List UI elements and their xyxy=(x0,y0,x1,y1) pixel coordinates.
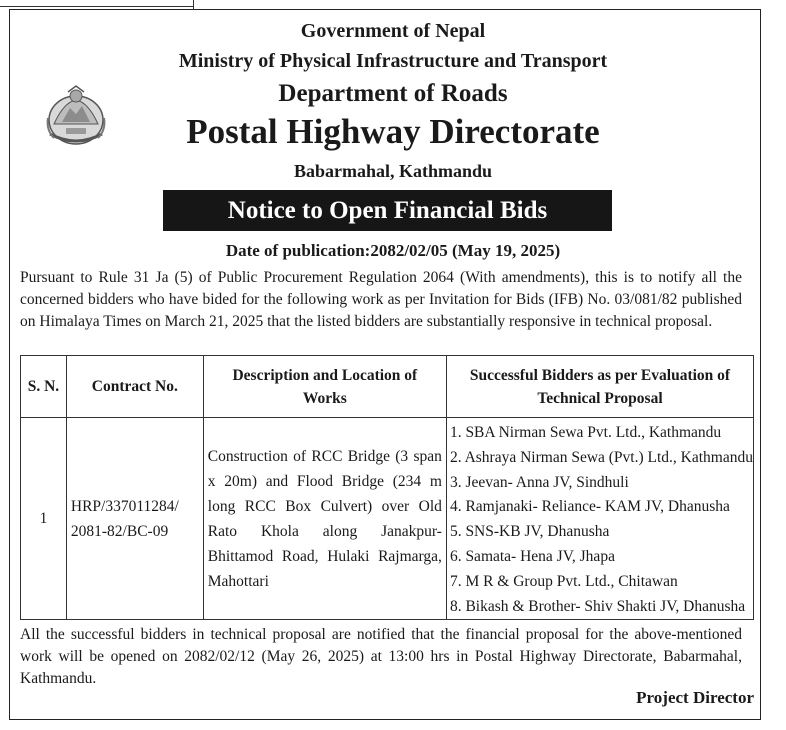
table-header-row xyxy=(21,356,754,418)
table-row xyxy=(21,418,754,620)
header-address: Babarmahal, Kathmandu xyxy=(293,161,493,181)
bidder-list xyxy=(447,418,753,619)
col-header-sn: S. N. xyxy=(21,356,67,418)
col-header-contract: Contract No. xyxy=(66,356,203,418)
top-rule xyxy=(0,0,193,7)
notice-title-banner: Notice to Open Financial Bids xyxy=(163,190,612,231)
list-item: 2. Ashraya Nirman Sewa (Pvt.) Ltd., Kathmandu xyxy=(449,448,753,466)
list-item: 4. Ramjanaki- Reliance- KAM JV, Dhanusha xyxy=(449,498,730,516)
cell-contract: HRP/337011284/ 2081-82/BC-09 xyxy=(66,418,203,620)
intro-paragraph: Pursuant to Rule 31 Ja (5) of Public Procurement Regulation 2064 (With amendments), this is to notify all the concerned bidders who have bided for the following work as per Invitation for Bids (IFB) No. 03/081/82 published on Himalaya Times on March 21, 2025 that the listed bidders are substantially responsive in technical proposal. xyxy=(20,269,742,330)
list-item: 3. Jeevan- Anna JV, Sindhuli xyxy=(449,473,629,491)
list-item: 5. SNS-KB JV, Dhanusha xyxy=(449,523,610,541)
cell-description: Construction of RCC Bridge (3 span x 20m) and Flood Bridge (234 m long RCC Box Culvert) over Old Rato Khola along Janakpur-Bhittamod Road, Hulaki Rajmarga, Mahottari xyxy=(203,418,446,620)
publication-date: Date of publication:2082/02/05 (May 19, 2025) xyxy=(225,241,561,260)
signatory: Project Director xyxy=(636,688,754,707)
list-item: 6. Samata- Hena JV, Jhapa xyxy=(449,547,615,565)
bidders-table xyxy=(20,355,754,620)
header-government: Government of Nepal xyxy=(300,20,486,42)
header-ministry: Ministry of Physical Infrastructure and Transport xyxy=(178,50,608,72)
closing-paragraph: All the successful bidders in technical proposal are notified that the financial proposal for the above-mentioned work will be opened on 2082/02/12 (May 26, 2025) at 13:00 hrs in Postal Highway Directorate, Babarmahal, Kathmandu. xyxy=(20,626,742,687)
col-header-description: Description and Location of Works xyxy=(203,356,446,418)
list-item: 1. SBA Nirman Sewa Pvt. Ltd., Kathmandu xyxy=(449,424,722,441)
col-header-bidders: Successful Bidders as per Evaluation of Technical Proposal xyxy=(446,356,753,418)
list-item: 7. M R & Group Pvt. Ltd., Chitawan xyxy=(449,572,678,590)
cell-sn: 1 xyxy=(21,418,67,620)
top-rule-tick xyxy=(193,0,194,9)
cell-bidders xyxy=(446,418,753,620)
header-directorate: Postal Highway Directorate xyxy=(186,112,600,151)
header-department: Department of Roads xyxy=(278,80,508,107)
list-item: 8. Bikash & Brother- Shiv Shakti JV, Dhanusha xyxy=(449,597,746,615)
